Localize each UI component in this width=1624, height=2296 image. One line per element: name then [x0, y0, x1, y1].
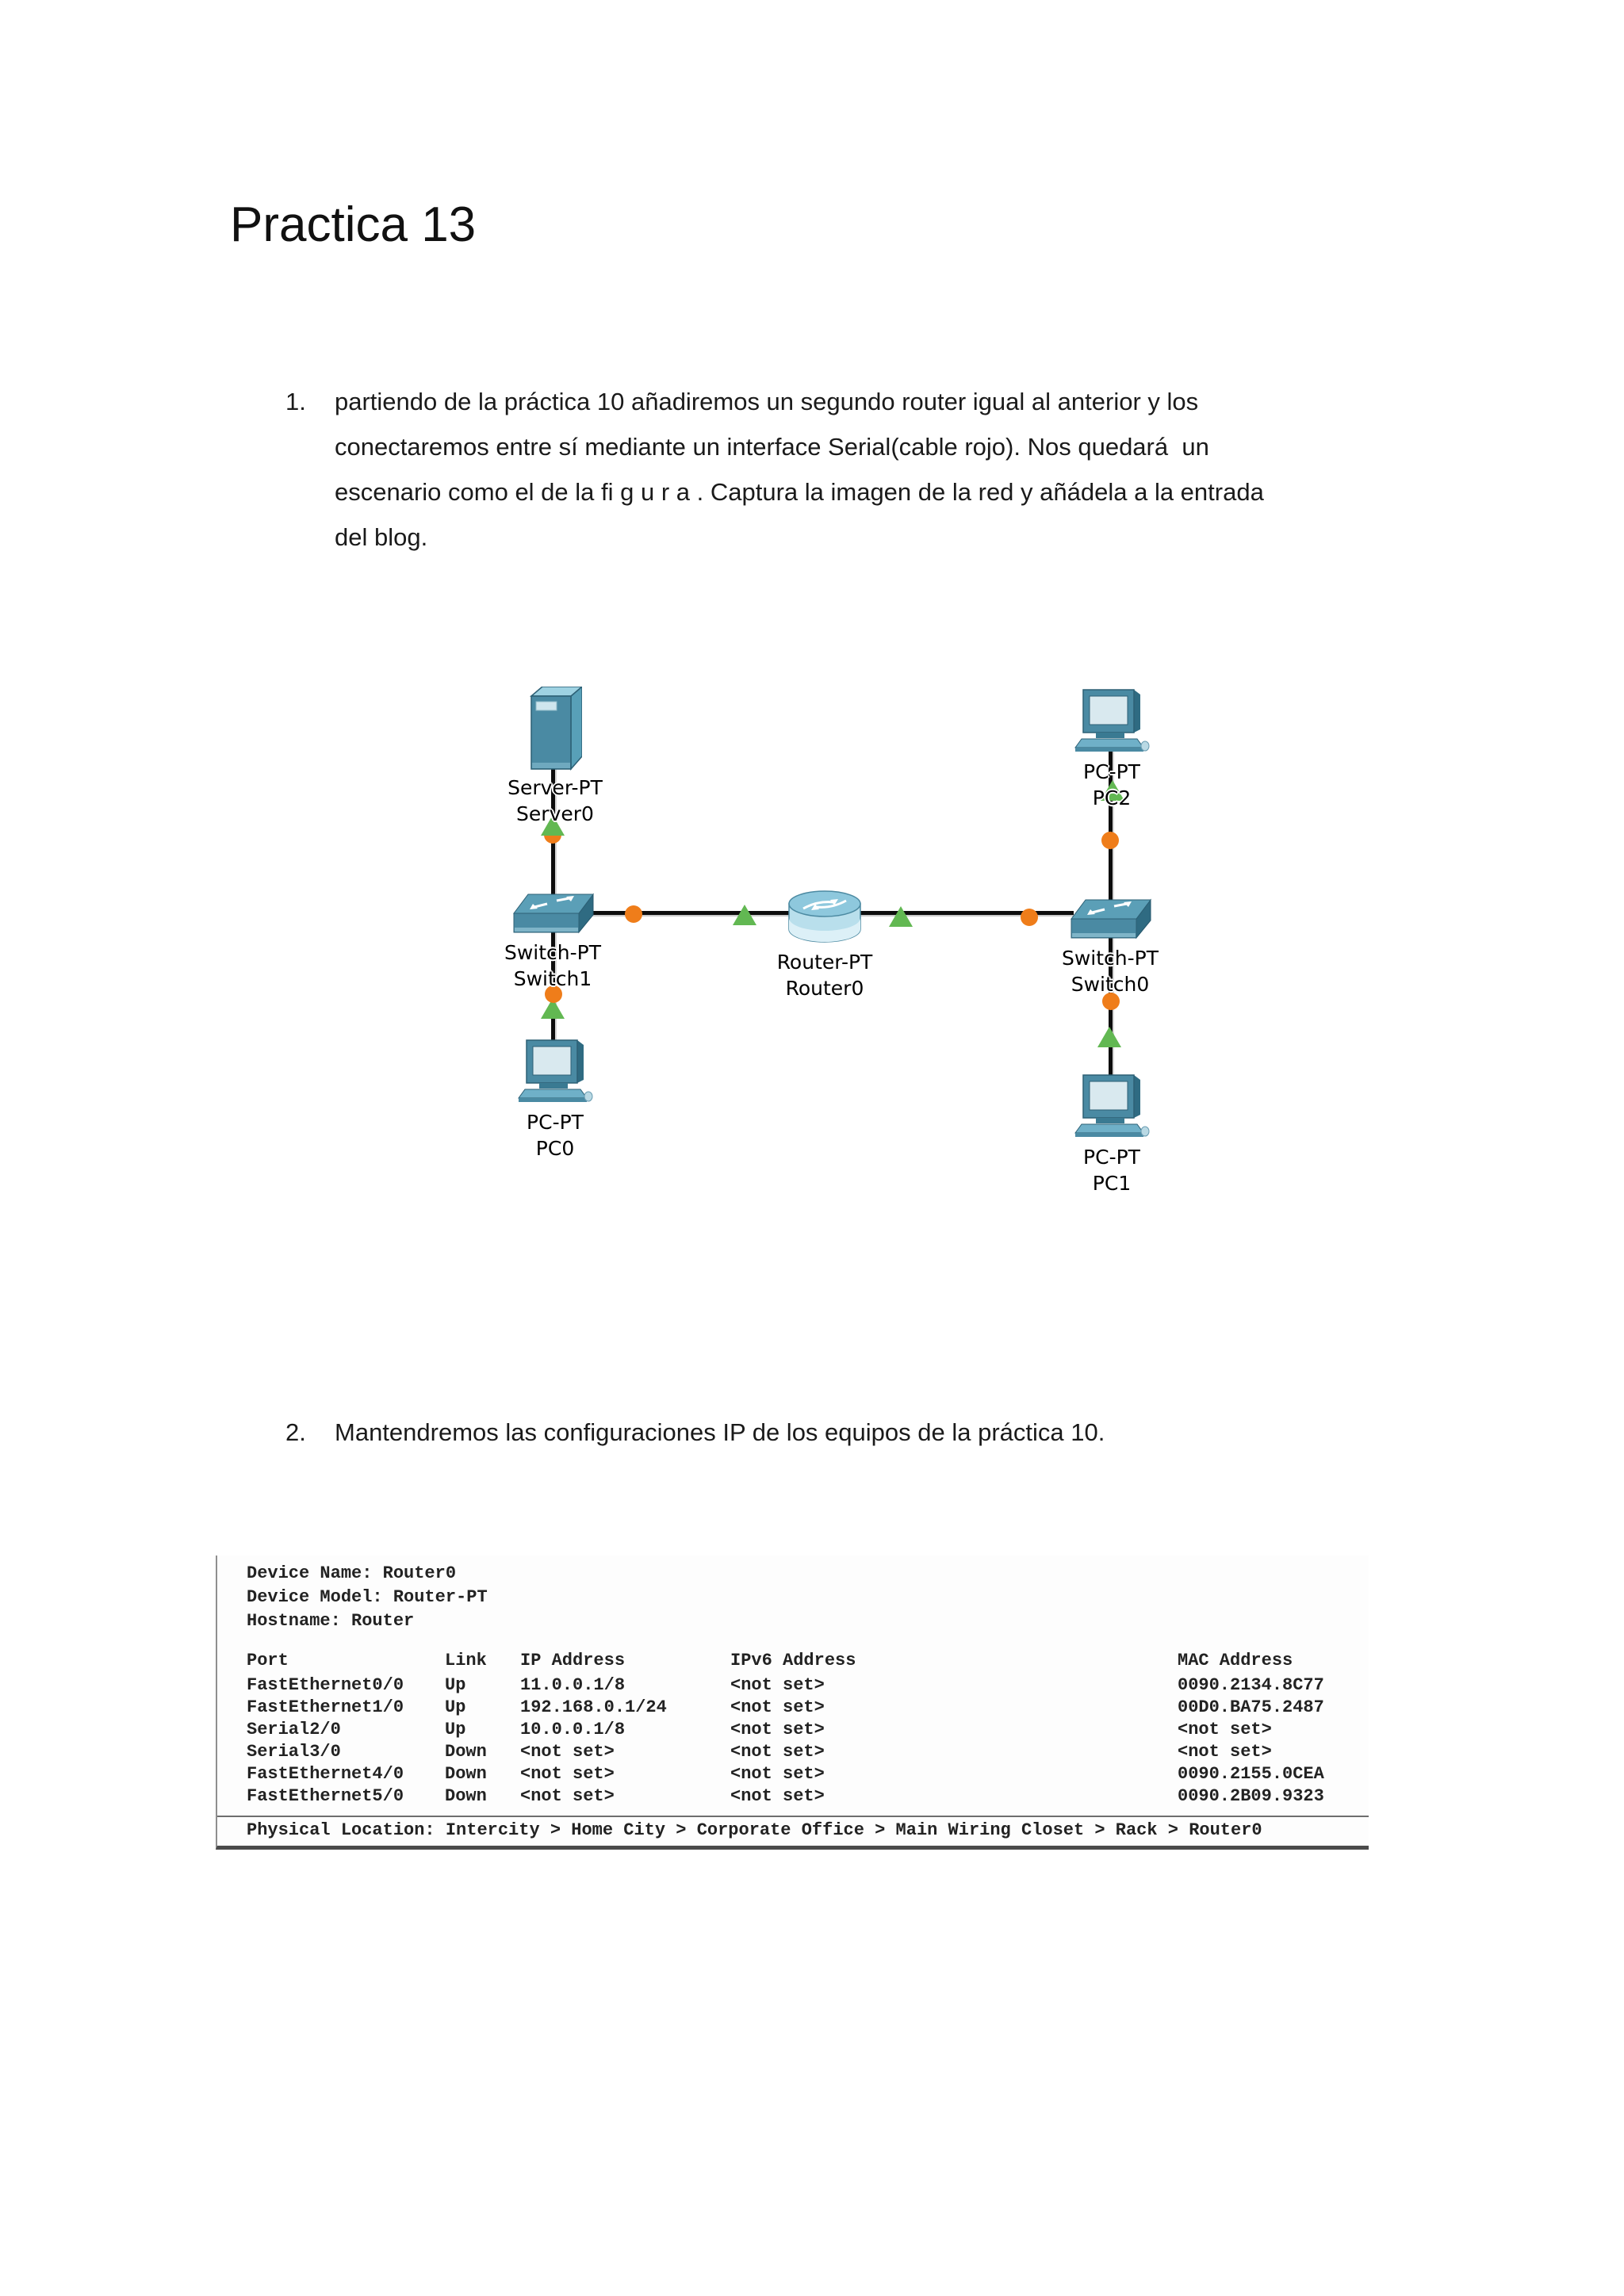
- item-1-line-4: del blog.: [335, 523, 428, 551]
- link-cell: Down: [445, 1764, 487, 1784]
- port-cell: Serial3/0: [247, 1742, 341, 1762]
- router-icon: [787, 890, 862, 945]
- device-server0: [476, 687, 634, 827]
- mac-cell: <not set>: [1178, 1742, 1272, 1762]
- col-header-ip: IP Address: [520, 1651, 626, 1670]
- server-icon: [528, 687, 582, 771]
- hostname-line: Hostname: Router: [247, 1611, 415, 1631]
- link-cell: Up: [445, 1720, 466, 1739]
- item-1-line-3: escenario como el de la fi g u r a . Captura la imagen de la red y añádela a la entrada: [335, 478, 1264, 506]
- col-header-port: Port: [247, 1651, 289, 1670]
- port-table-row: [247, 1697, 1364, 1717]
- device-switch1: [473, 891, 632, 992]
- port-table-row: [247, 1675, 1364, 1695]
- port-table-row: [247, 1786, 1364, 1806]
- device-model-label: PC-PT: [527, 1111, 584, 1134]
- port-cell: FastEthernet0/0: [247, 1675, 404, 1695]
- device-model-label: PC-PT: [1083, 1146, 1140, 1169]
- link-up-triangle-icon: [1097, 1027, 1121, 1047]
- item-1-number: 1.: [285, 388, 306, 415]
- ip-cell: <not set>: [520, 1786, 615, 1806]
- link-cell: Down: [445, 1742, 487, 1762]
- ip-cell: 11.0.0.1/8: [520, 1675, 626, 1695]
- port-cell: FastEthernet4/0: [247, 1764, 404, 1784]
- item-1-text: [335, 379, 1264, 560]
- device-model-label: Switch-PT: [504, 941, 602, 964]
- ip-cell: 192.168.0.1/24: [520, 1697, 667, 1717]
- item-1-line-2: conectaremos entre sí mediante un interface Serial(cable rojo). Nos quedará un: [335, 433, 1209, 461]
- device-pc1: [1032, 1072, 1191, 1196]
- ip-cell: <not set>: [520, 1742, 615, 1762]
- switch-icon: [511, 891, 595, 936]
- divider: [217, 1816, 1369, 1817]
- switch-icon: [1068, 897, 1152, 941]
- item-1-line-1: partiendo de la práctica 10 añadiremos un segundo router igual al anterior y los: [335, 388, 1199, 415]
- mac-cell: 0090.2134.8C77: [1178, 1675, 1324, 1695]
- col-header-mac: MAC Address: [1178, 1651, 1293, 1670]
- device-router0: [745, 890, 904, 1001]
- device-name-label: PC0: [535, 1137, 575, 1160]
- link-cell: Up: [445, 1675, 466, 1695]
- ipv6-cell: <not set>: [730, 1764, 825, 1784]
- page-title: Practica 13: [230, 197, 477, 252]
- device-name-label: Router0: [785, 977, 864, 1000]
- port-cell: Serial2/0: [247, 1720, 341, 1739]
- device-pc2: [1032, 687, 1191, 811]
- device-name-label: Switch0: [1071, 973, 1150, 996]
- mac-cell: <not set>: [1178, 1720, 1272, 1739]
- physical-location-line: Physical Location: Intercity > Home City > Corporate Office > Main Wiring Closet > Rack > Router0: [247, 1820, 1262, 1840]
- port-cell: FastEthernet1/0: [247, 1697, 404, 1717]
- item-2-number: 2.: [285, 1418, 306, 1446]
- instruction-item-1: [285, 379, 1396, 560]
- instruction-item-2: [285, 1410, 1396, 1455]
- device-model-label: Router-PT: [776, 951, 873, 974]
- ipv6-cell: <not set>: [730, 1720, 825, 1739]
- col-header-ipv6: IPv6 Address: [730, 1651, 856, 1670]
- pc-icon: [517, 1037, 593, 1105]
- mac-cell: 0090.2155.0CEA: [1178, 1764, 1324, 1784]
- device-name-label: Server0: [516, 802, 594, 825]
- col-header-link: Link: [445, 1651, 487, 1670]
- ipv6-cell: <not set>: [730, 1675, 825, 1695]
- link-cell: Down: [445, 1786, 487, 1806]
- port-table-header: [247, 1651, 1364, 1670]
- device-pc0: [476, 1037, 634, 1161]
- port-table-row: [247, 1742, 1364, 1762]
- ipv6-cell: <not set>: [730, 1742, 825, 1762]
- device-model-label: Server-PT: [508, 776, 603, 799]
- device-name-label: Switch1: [513, 967, 592, 990]
- device-model-label: Switch-PT: [1061, 947, 1159, 970]
- port-table-row: [247, 1764, 1364, 1784]
- link-cell: Up: [445, 1697, 466, 1717]
- port-table-row: [247, 1720, 1364, 1739]
- mac-cell: 0090.2B09.9323: [1178, 1786, 1324, 1806]
- item-2-text: Mantendremos las configuraciones IP de los equipos de la práctica 10.: [335, 1418, 1105, 1446]
- port-cell: FastEthernet5/0: [247, 1786, 404, 1806]
- ip-cell: <not set>: [520, 1764, 615, 1784]
- ipv6-cell: <not set>: [730, 1786, 825, 1806]
- router-inspect-panel: [216, 1556, 1369, 1850]
- device-switch0: [1031, 897, 1189, 997]
- pc-icon: [1074, 687, 1150, 755]
- pc-icon: [1074, 1072, 1150, 1140]
- ipv6-cell: <not set>: [730, 1697, 825, 1717]
- device-name-label: PC2: [1092, 786, 1132, 809]
- device-model-line: Device Model: Router-PT: [247, 1587, 488, 1607]
- port-status-dot-icon: [1101, 832, 1119, 849]
- mac-cell: 00D0.BA75.2487: [1178, 1697, 1324, 1717]
- device-name-label: PC1: [1092, 1172, 1132, 1195]
- device-model-label: PC-PT: [1083, 760, 1140, 783]
- ip-cell: 10.0.0.1/8: [520, 1720, 626, 1739]
- device-name-line: Device Name: Router0: [247, 1563, 457, 1583]
